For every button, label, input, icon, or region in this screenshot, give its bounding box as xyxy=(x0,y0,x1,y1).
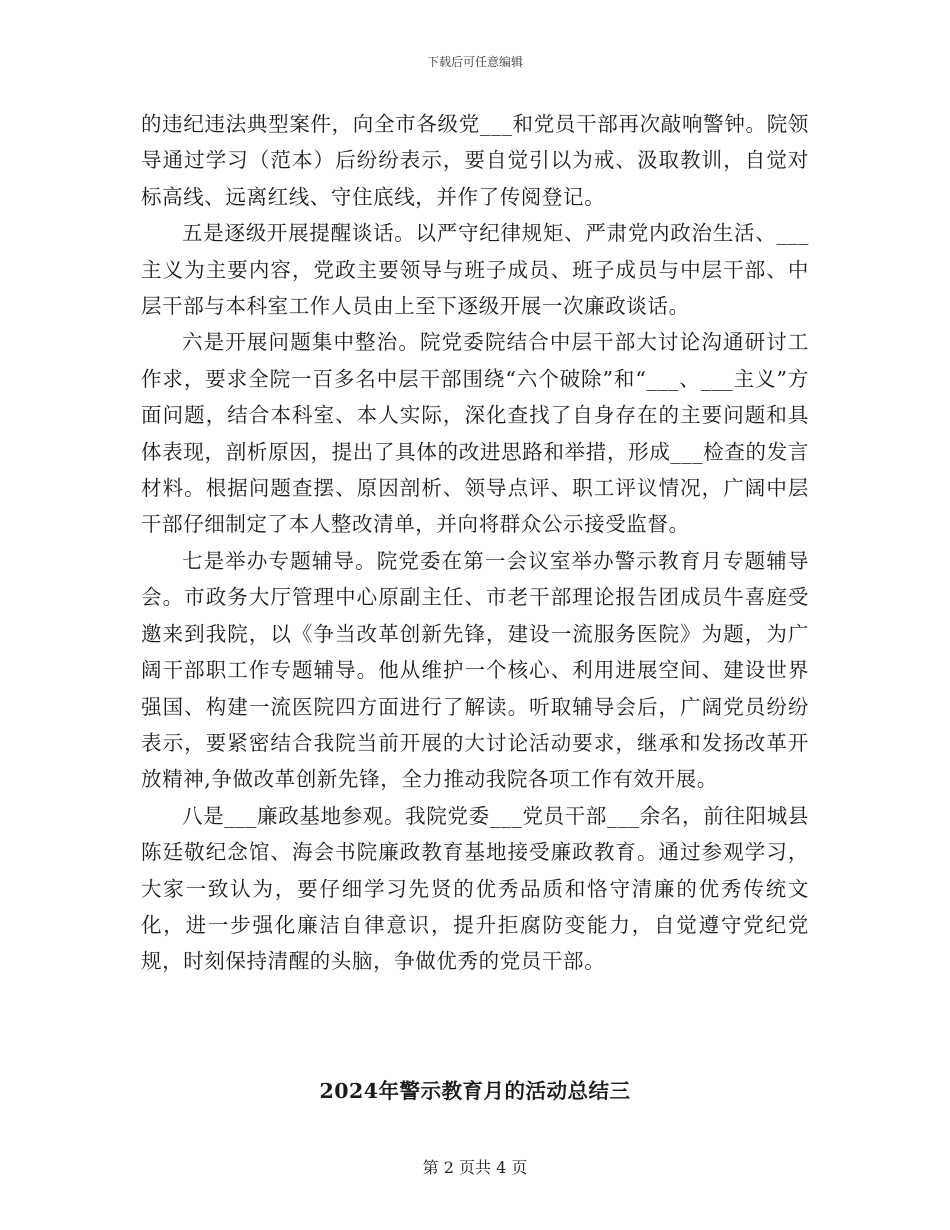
page-footer: 第 2 页共 4 页 xyxy=(422,1158,528,1177)
paragraph-item-8: 八是___廉政基地参观。我院党委___党员干部___余名，前往阳城县陈廷敬纪念馆、海会书院廉政教育基地接受廉政教育。通过参观学习，大家一致认为，要仔细学习先贤的优秀品质和恪守清廉的优秀传统文化，进一步强化廉洁自律意识，提升拒腐防变能力，自觉遵守党纪党规，时刻保持清醒的头脑，争做优秀的党员干部。 xyxy=(141,803,809,974)
paragraph-item-5: 五是逐级开展提醒谈话。以严守纪律规矩、严肃党内政治生活、___主义为主要内容，党政主要领导与班子成员、班子成员与中层干部、中层干部与本科室工作人员由上至下逐级开展一次廉政谈话。 xyxy=(141,221,809,319)
paragraph-item-7: 七是举办专题辅导。院党委在第一会议室举办警示教育月专题辅导会。市政务大厅管理中心原副主任、市老干部理论报告团成员牛喜庭受邀来到我院，以《争当改革创新先锋，建设一流服务医院》为题，为广阔干部职工作专题辅导。他从维护一个核心、利用进展空间、建设世界强国、构建一流医院四方面进行了解读。听取辅导会后，广阔党员纷纷表示，要紧密结合我院当前开展的大讨论活动要求，继承和发扬改革开放精神,争做改革创新先锋，全力推动我院各项工作有效开展。 xyxy=(141,548,809,792)
header-note: 下载后可任意编辑 xyxy=(426,55,523,69)
paragraph-item-6: 六是开展问题集中整治。院党委院结合中层干部大讨论沟通研讨工作求，要求全院一百多名中层干部围绕“六个破除”和“___、___主义”方面问题，结合本科室、本人实际，深化查找了自身存在的主要问题和具体表现，剖析原因，提出了具体的改进思路和举措，形成___检查的发言材料。根据问题查摆、原因剖析、领导点评、职工评议情况，广阔中层干部仔细制定了本人整改清单，并向将群众公示接受监督。 xyxy=(141,330,809,537)
paragraph-continuation: 的违纪违法典型案件，向全市各级党___和党员干部再次敲响警钟。院领导通过学习（范本）后纷纷表示，要自觉引以为戒、汲取教训，自觉对标高线、远离红线、守住底线，并作了传阅登记。 xyxy=(141,112,809,209)
document-body xyxy=(141,106,809,980)
section-title: 2024年警示教育月的活动总结三 xyxy=(319,1079,631,1103)
